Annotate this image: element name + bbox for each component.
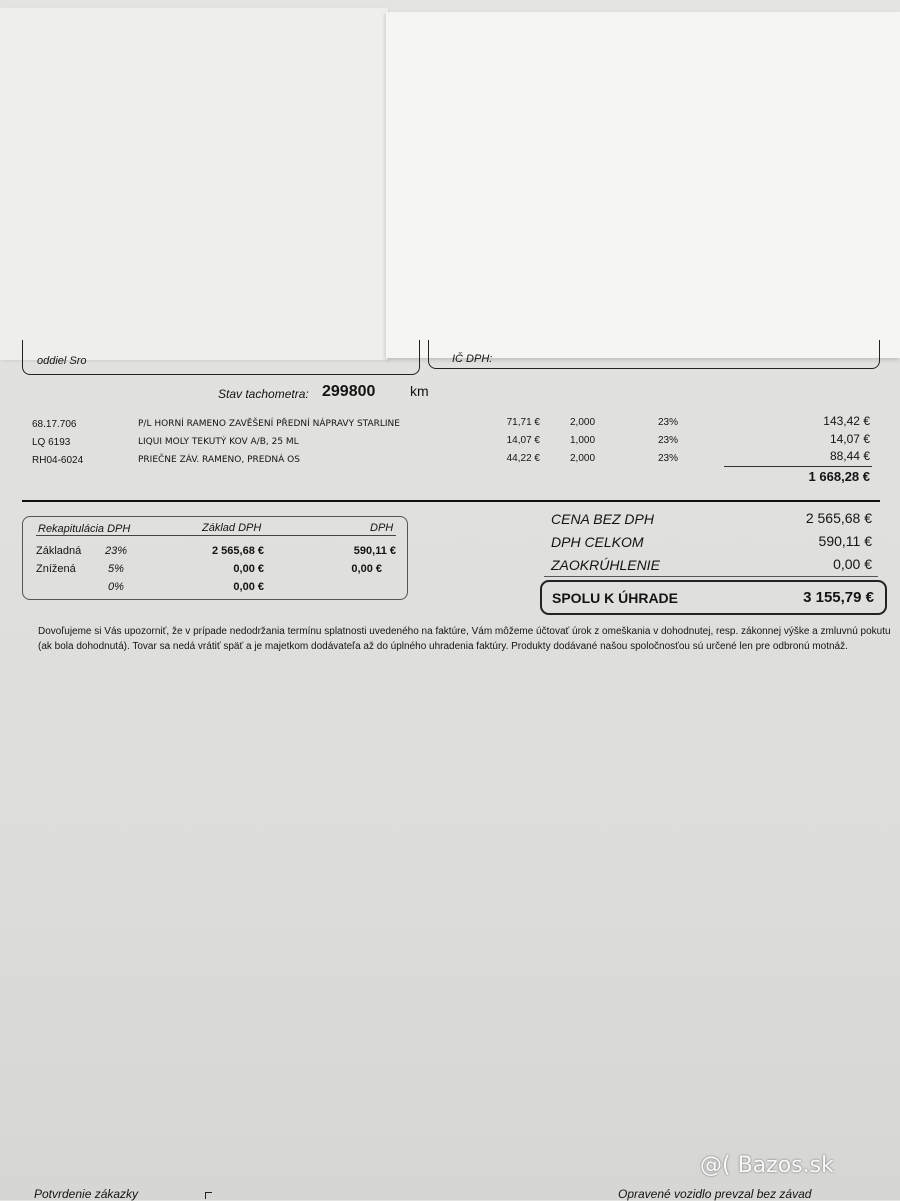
payment-notice bbox=[38, 624, 891, 654]
total-due-value: 3 155,79 € bbox=[803, 589, 874, 606]
vat-row-label: Znížená bbox=[36, 563, 76, 575]
vat-row-rate: 5% bbox=[108, 563, 124, 575]
item-unit-price: 71,71 € bbox=[506, 417, 540, 428]
item-quantity: 2,000 bbox=[570, 453, 596, 464]
vat-row-rate: 0% bbox=[108, 581, 124, 593]
subtotal-rule bbox=[724, 466, 872, 467]
order-confirmation-label: Potvrdenie zákazky bbox=[34, 1187, 139, 1201]
item-code: RH04-6024 bbox=[32, 455, 84, 466]
summary-rule bbox=[544, 576, 878, 577]
item-total: 88,44 € bbox=[829, 449, 870, 463]
notice-line: Dovoľujeme si Vás upozorniť, že v prípade nedodržania termínu splatnosti uvedeného na faktúre, Vám môžeme účtovať úrok z omeškania v dohodnutej, resp. zákonnej výške a zmluvnú pokutu bbox=[38, 626, 891, 637]
item-code: LQ 6193 bbox=[32, 437, 71, 448]
item-name: PRIEČNE ZÁV. RAMENO, PREDNÁ OS bbox=[138, 455, 300, 465]
section-divider bbox=[22, 500, 880, 502]
rounding-value: 0,00 € bbox=[833, 556, 872, 572]
vat-recap-rule bbox=[36, 535, 396, 536]
item-total: 143,42 € bbox=[823, 414, 870, 428]
item-unit-price: 14,07 € bbox=[506, 435, 540, 446]
vat-row-base: 0,00 € bbox=[233, 581, 264, 593]
item-total: 14,07 € bbox=[829, 432, 870, 446]
odometer-value: 299800 bbox=[322, 383, 376, 400]
odometer-label: Stav tachometra: bbox=[218, 387, 309, 401]
item-vat-rate: 23% bbox=[658, 435, 679, 446]
vat-row-base: 0,00 € bbox=[233, 563, 264, 575]
vat-row-vat: 0,00 € bbox=[351, 563, 382, 575]
item-quantity: 2,000 bbox=[570, 417, 596, 428]
covering-paper-right bbox=[386, 12, 900, 358]
vehicle-received-label: Opravené vozidlo prevzal bez závad bbox=[618, 1187, 812, 1201]
vat-total-value: 590,11 € bbox=[818, 533, 872, 549]
vat-row-base: 2 565,68 € bbox=[212, 545, 264, 557]
net-price-label: CENA BEZ DPH bbox=[551, 511, 654, 527]
odometer-unit: km bbox=[410, 383, 429, 399]
icdph-label: IČ DPH: bbox=[452, 353, 493, 365]
firm-name: oddiel Sro bbox=[37, 355, 87, 367]
item-vat-rate: 23% bbox=[658, 417, 679, 428]
net-price-value: 2 565,68 € bbox=[805, 510, 872, 526]
vat-recap-base-header: Základ DPH bbox=[202, 522, 262, 534]
item-name: P/L HORNÍ RAMENO ZAVĚŠENÍ PŘEDNÍ NÁPRAVY STARLINE bbox=[138, 419, 400, 429]
item-name: LIQUI MOLY TEKUTÝ KOV A/B, 25 ML bbox=[138, 437, 299, 447]
total-due-label: SPOLU K ÚHRADE bbox=[552, 590, 679, 606]
vat-recap-vat-header: DPH bbox=[370, 522, 394, 534]
item-code: 68.17.706 bbox=[32, 419, 77, 430]
vat-row-vat: 590,11 € bbox=[353, 545, 396, 557]
bazos-watermark: @( Bazos.sk bbox=[700, 1153, 834, 1178]
item-vat-rate: 23% bbox=[658, 453, 679, 464]
vat-row-label: Základná bbox=[36, 545, 82, 557]
item-quantity: 1,000 bbox=[570, 435, 596, 446]
rounding-label: ZAOKRÚHLENIE bbox=[551, 557, 660, 573]
items-subtotal: 1 668,28 € bbox=[808, 469, 870, 484]
item-unit-price: 44,22 € bbox=[506, 453, 540, 464]
covering-paper-left bbox=[0, 8, 388, 360]
vat-total-label: DPH CELKOM bbox=[551, 534, 644, 550]
customer-box bbox=[428, 340, 880, 369]
notice-line: (ak bola dohodnutá). Tovar sa nedá vrátiť späť a je majetkom dodávateľa až do úplného uhradenia faktúry. Produkty dodávané našou spoločnosťou sú určené len pre odbronú motnáž. bbox=[38, 641, 848, 652]
vat-row-rate: 23% bbox=[105, 545, 128, 557]
vat-recap-title: Rekapitulácia DPH bbox=[38, 523, 131, 535]
signature-corner-mark bbox=[205, 1192, 212, 1199]
